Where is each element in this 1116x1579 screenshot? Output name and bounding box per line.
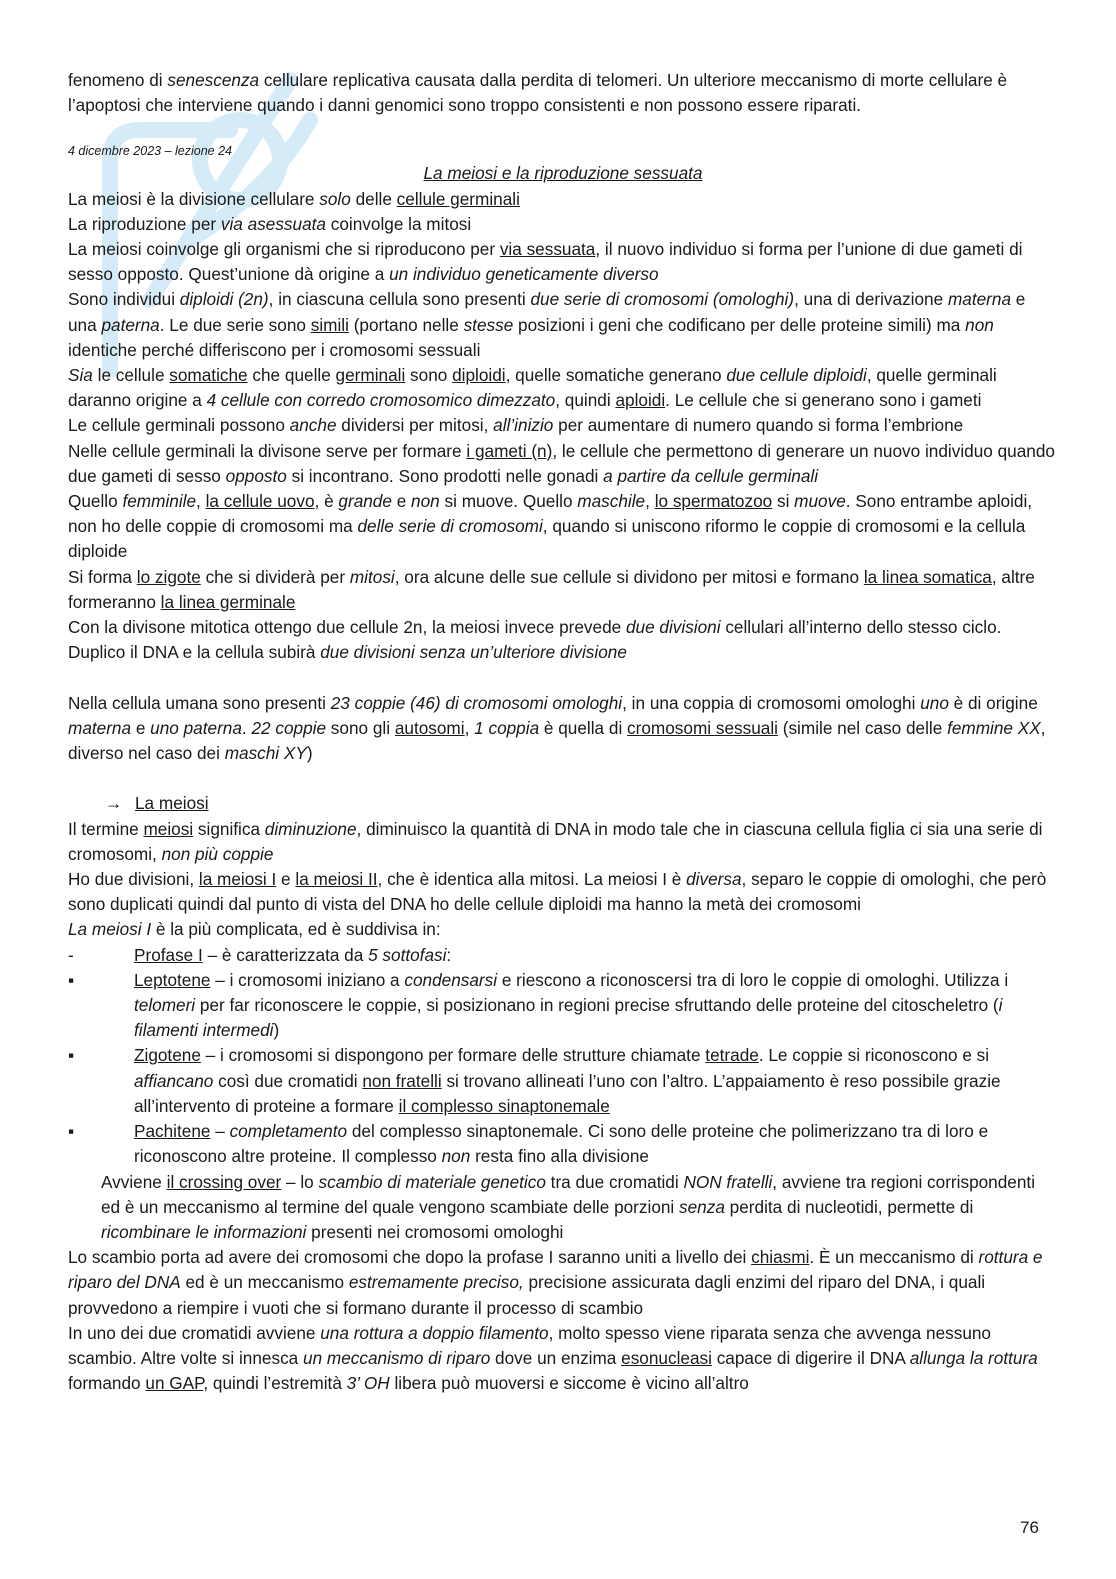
list-item: - Profase I – è caratterizzata da 5 sottofasi: [68, 943, 1058, 968]
document-page [68, 68, 1058, 1396]
dash-bullet: - [68, 944, 74, 965]
paragraph: Sia le cellule somatiche che quelle germinali sono diploidi, quelle somatiche generano due cellule diploidi, quelle germinali daranno origine a 4 cellule con corredo cromosomico dimezzato, quindi aploidi. Le cellule che si generano sono i gameti [68, 365, 997, 411]
list-item: ▪ Zigotene – i cromosomi si dispongono per formare delle strutture chiamate tetrade. Le coppie si riconoscono e si affiancano così due cromatidi non fratelli si trovano allineati l’uno con l’altro. L’appaiamento è reso possibile grazie all’intervento di proteine a formare il complesso sinaptonemale [68, 1045, 1001, 1116]
paragraph: Avviene il crossing over – lo scambio di materiale genetico tra due cromatidi NON fratelli, avviene tra regioni corrispondenti ed è un meccanismo al termine del quale vengono scambiate delle porzioni senza perdita di nucleotidi, permette di ricombinare le informazioni presenti nei cromosomi omologhi [101, 1171, 1036, 1242]
paragraph: La meiosi è la divisione cellulare solo delle cellule germinali [68, 188, 520, 209]
section-title: La meiosi e la riproduzione sessuata [423, 163, 703, 184]
list-item: ▪ Leptotene – i cromosomi iniziano a condensarsi e riescono a riconoscersi tra di loro le coppie di omologhi. Utilizza i telomeri per far riconoscere le coppie, si posizionano in regioni precise sfruttando delle proteine del citoscheletro (i filamenti intermedi) [68, 969, 1009, 1041]
paragraph: Ho due divisioni, la meiosi I e la meiosi II, che è identica alla mitosi. La meiosi I è diversa, separo le coppie di omologhi, che però sono duplicati quindi dal punto di vista del DNA ho delle cellule diploidi ma hanno la metà dei cromosomi [68, 869, 1047, 915]
page-number: 76 [1020, 1518, 1039, 1537]
paragraph: Sono individui diploidi (2n), in ciascuna cellula sono presenti due serie di cromosomi (omologhi), una di derivazione materna e una paterna. Le due serie sono simili (portano nelle stesse posizioni i geni che codificano per delle proteine simili) ma non identiche perché differiscono per i cromosomi sessuali [68, 289, 1026, 360]
subsection-heading: → La meiosi [68, 791, 1058, 816]
arrow-right-icon: → [105, 793, 123, 814]
square-bullet-icon: ▪ [68, 969, 75, 990]
intro-paragraph: fenomeno di senescenza cellulare replicativa causata dalla perdita di telomeri. Un ulteriore meccanismo di morte cellulare è l’apoptosi che interviene quando i danni genomici sono troppo consistenti e non possono essere riparati. [68, 70, 1008, 116]
lecture-date: 4 dicembre 2023 – lezione 24 [68, 144, 233, 159]
paragraph: Nelle cellule germinali la divisone serve per formare i gameti (n), le cellule che permettono di generare un nuovo individuo quando due gameti di sesso opposto si incontrano. Sono prodotti nelle gonadi a partire da cellule germinali [68, 440, 1055, 486]
paragraph: Quello femminile, la cellule uovo, è grande e non si muove. Quello maschile, lo spermatozoo si muove. Sono entrambe aploidi, non ho delle coppie di cromosomi ma delle serie di cromosomi, quando si uniscono riformo le coppie di cromosomi e la cellula diploide [68, 491, 1033, 562]
list-item: ▪ Pachitene – completamento del complesso sinaptonemale. Ci sono delle proteine che polimerizzano tra di loro e riconoscono altre proteine. Il complesso non resta fino alla divisione [68, 1121, 989, 1167]
paragraph: Nella cellula umana sono presenti 23 coppie (46) di cromosomi omologhi, in una coppia di cromosomi omologhi uno è di origine materna e uno paterna. 22 coppie sono gli autosomi, 1 coppia è quella di cromosomi sessuali (simile nel caso delle femmine XX, diverso nel caso dei maschi XY) [68, 692, 1046, 764]
square-bullet-icon: ▪ [68, 1121, 75, 1142]
paragraph: La riproduzione per via asessuata coinvolge la mitosi [68, 213, 472, 234]
paragraph: In uno dei due cromatidi avviene una rottura a doppio filamento, molto spesso viene riparata senza che avvenga nessuno scambio. Altre volte si innesca un meccanismo di riparo dove un enzima esonucleasi capace di digerire il DNA allunga la rottura formando un GAP, quindi l’estremità 3’ OH libera può muoversi e siccome è vicino all’altro [68, 1322, 1038, 1394]
paragraph: Lo scambio porta ad avere dei cromosomi che dopo la profase I saranno uniti a livello dei chiasmi. È un meccanismo di rottura e riparo del DNA ed è un meccanismo estremamente preciso, precisione assicurata dagli enzimi del riparo del DNA, i quali provvedono a riempire i vuoti che si formano durante il processo di scambio [68, 1247, 1043, 1318]
paragraph: Con la divisone mitotica ottengo due cellule 2n, la meiosi invece prevede due divisioni cellulari all’interno dello stesso ciclo. Duplico il DNA e la cellula subirà due divisioni senza un’ulteriore divisione [68, 617, 1002, 663]
square-bullet-icon: ▪ [68, 1045, 75, 1066]
paragraph: Si forma lo zigote che si dividerà per mitosi, ora alcune delle sue cellule si dividono per mitosi e formano la linea somatica, altre formeranno la linea germinale [68, 566, 1035, 612]
paragraph: La meiosi I è la più complicata, ed è suddivisa in: [68, 919, 441, 940]
paragraph: La meiosi coinvolge gli organismi che si riproducono per via sessuata, il nuovo individuo si forma per l’unione di due gameti di sesso opposto. Quest’unione dà origine a un individuo geneticamente diverso [68, 239, 1023, 285]
paragraph: Le cellule germinali possono anche dividersi per mitosi, all’inizio per aumentare di numero quando si forma l’embrione [68, 415, 964, 436]
paragraph: Il termine meiosi significa diminuzione, diminuisco la quantità di DNA in modo tale che in ciascuna cellula figlia ci sia una serie di cromosomi, non più coppie [68, 818, 1043, 864]
